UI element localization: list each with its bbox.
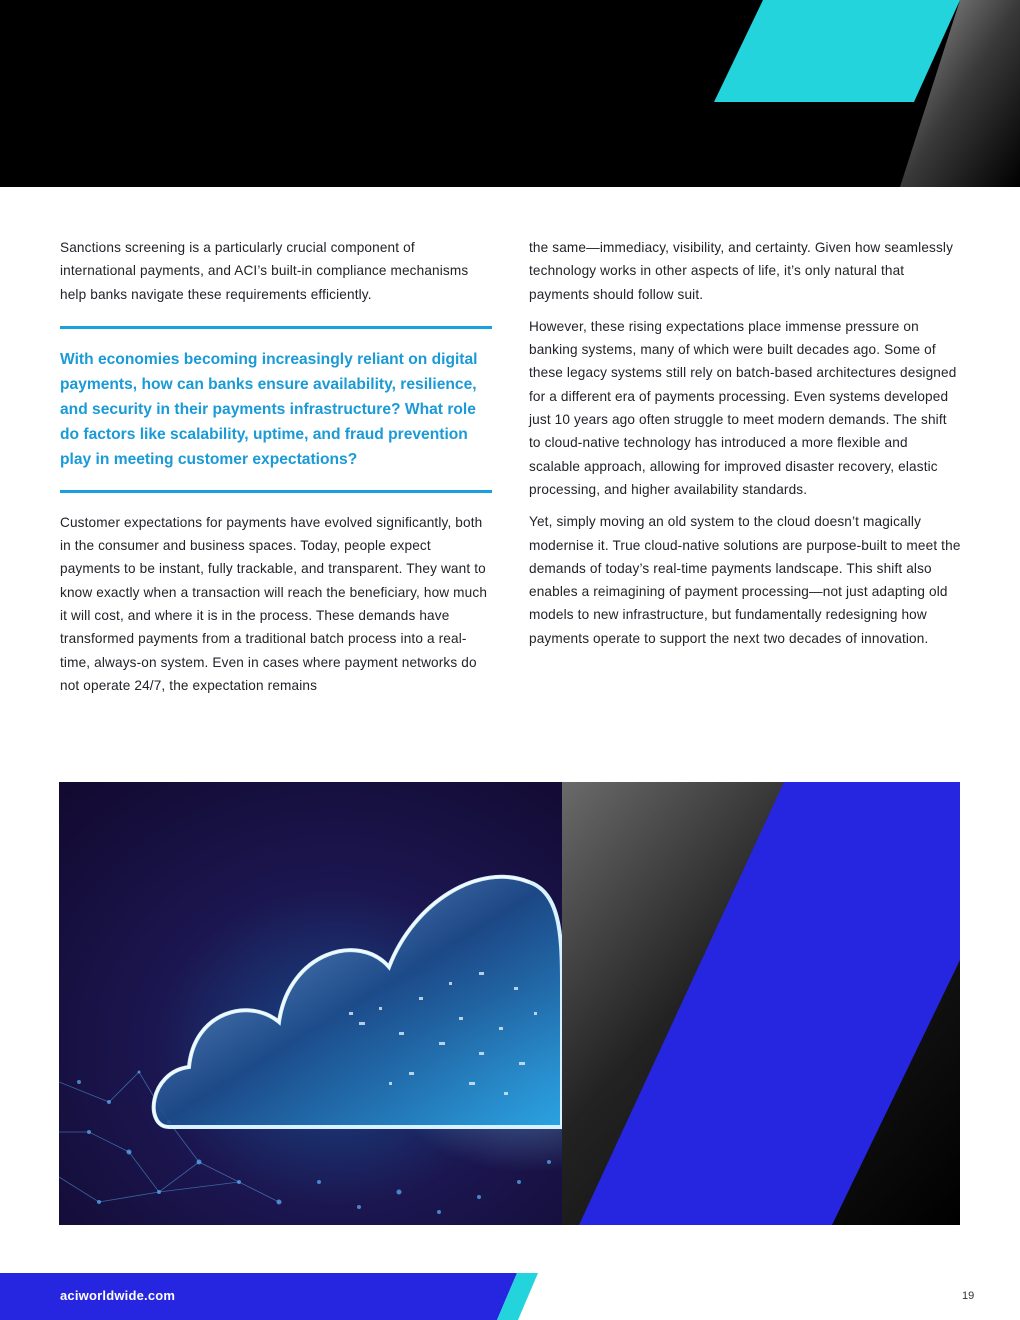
left-column	[60, 236, 492, 706]
intro-paragraph: Sanctions screening is a particularly crucial component of international payments, and ACI’s built-in compliance mechanisms help banks navigate these requirements efficiently.	[60, 240, 469, 302]
right-paragraph-1: the same—immediacy, visibility, and certainty. Given how seamlessly technology works in other aspects of life, it’s only natural that payments should follow suit.	[529, 240, 954, 302]
footer-url-link[interactable]: aciworldwide.com	[60, 1288, 176, 1303]
hero-banner	[59, 782, 960, 1225]
right-paragraph-3: Yet, simply moving an old system to the cloud doesn’t magically modernise it. True cloud-native solutions are purpose-built to meet the demands of today’s real-time payments landscape. This shift also enables a reimagining of payment processing—not just adapting old models to new infrastructure, but fundamentally redesigning how payments operate to support the next two decades of innovation.	[529, 514, 961, 646]
quote-bottom-rule	[60, 490, 492, 493]
answer-paragraph: Customer expectations for payments have evolved significantly, both in the consumer and business spaces. Today, people expect payments to be instant, fully trackable, and transparent. They want to know exactly when a transaction will reach the beneficiary, how much it will cost, and where it is in the process. These demands have transformed payments from a traditional batch process into a real-time, always-on system. Even in cases where payment networks do not operate 24/7, the expectation remains	[60, 514, 488, 693]
pull-quote: With economies becoming increasingly reliant on digital payments, how can banks ensure availability, resilience, and security in their payments infrastructure? What role do factors like scalability, uptime, and fraud prevention play in meeting customer expectations?	[60, 350, 478, 468]
right-column	[529, 236, 961, 659]
header-graphic	[0, 0, 1020, 187]
cloud-network-icon	[59, 782, 960, 1225]
right-paragraph-2: However, these rising expectations place immense pressure on banking systems, many of which were built decades ago. Some of these legacy systems still rely on batch-based architectures designed for a different era of payments processing. Even systems developed just 10 years ago often struggle to meet modern demands. The shift to cloud-native technology has introduced a more flexible and scalable approach, allowing for improved disaster recovery, elastic processing, and higher availability standards.	[529, 318, 957, 497]
header-teal-stripe	[714, 0, 960, 102]
quote-top-rule	[60, 326, 492, 329]
header-band	[0, 0, 1020, 187]
page-number: 19	[962, 1290, 975, 1302]
